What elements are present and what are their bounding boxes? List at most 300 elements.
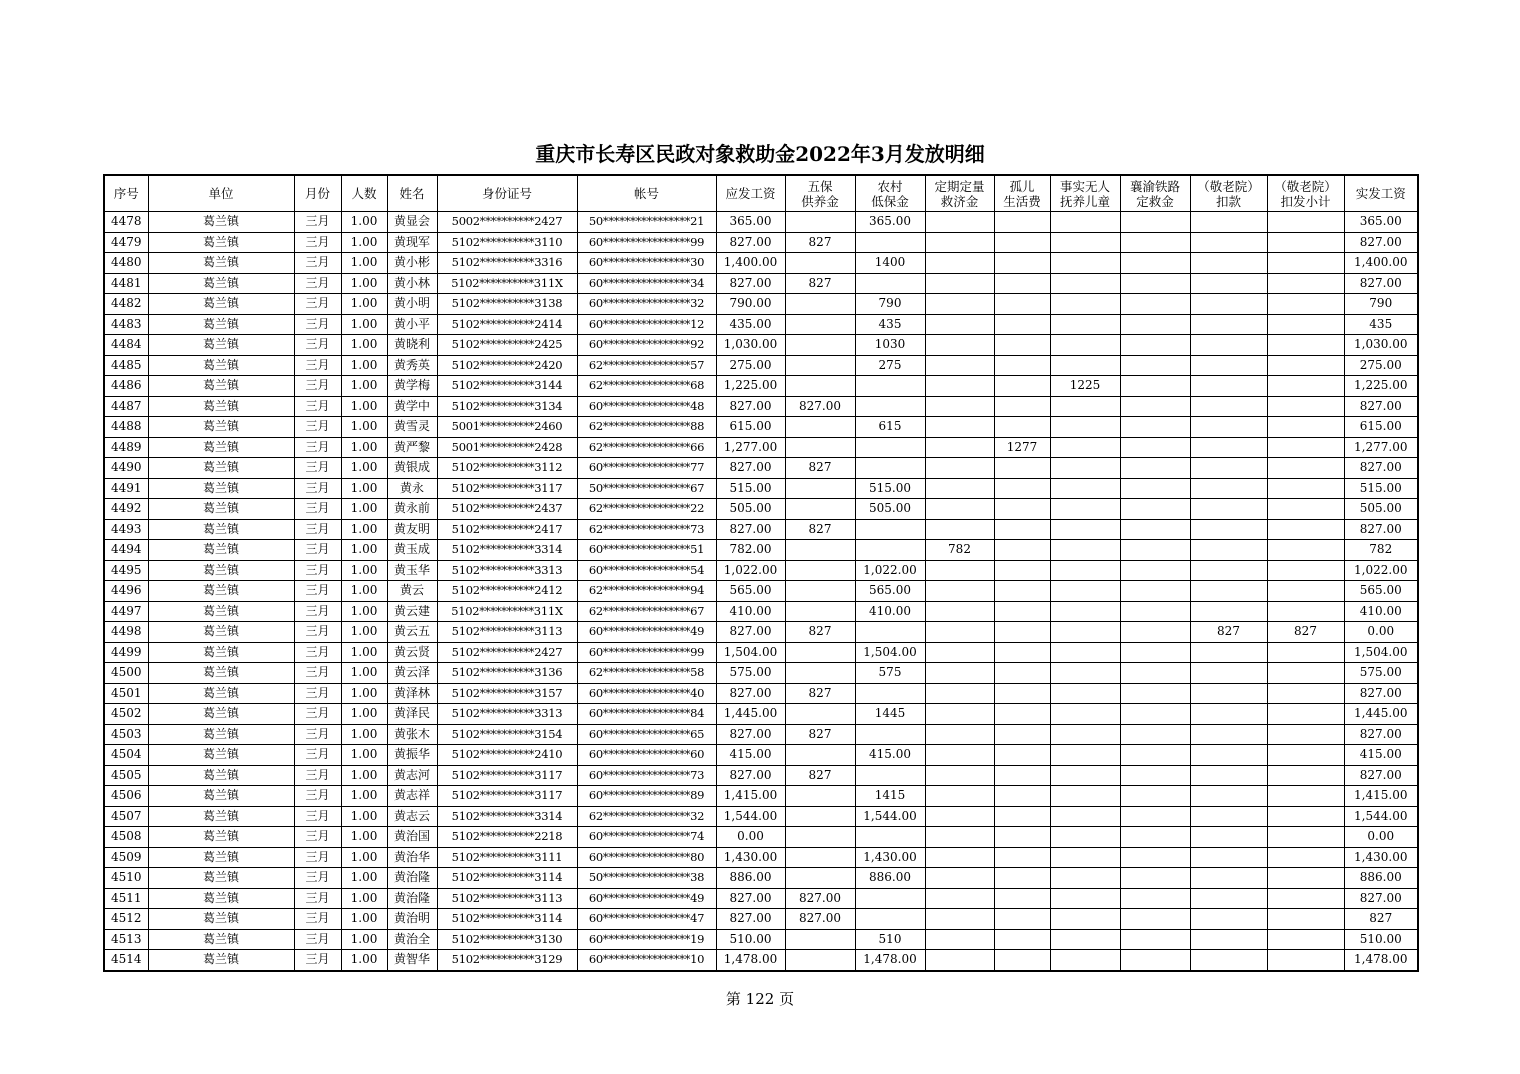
table-cell [1120,417,1190,438]
table-cell: 60****************49 [577,622,716,643]
table-cell [925,458,994,479]
table-cell [1190,355,1267,376]
table-cell: 4506 [104,786,148,807]
table-cell [1190,704,1267,725]
table-cell: 1.00 [341,376,387,397]
table-row [104,622,1418,643]
table-cell: 5102**********3313 [437,560,577,581]
column-header [148,175,294,212]
table-cell: 5002**********2427 [437,212,577,233]
table-cell: 60****************99 [577,232,716,253]
column-header-line1: 单位 [208,186,234,201]
table-cell [1267,417,1344,438]
table-cell: 黄泽民 [387,704,437,725]
table-cell: 886.00 [716,868,785,889]
table-cell: 黄学梅 [387,376,437,397]
table-cell [785,806,855,827]
table-cell [1190,786,1267,807]
table-cell: 365.00 [1344,212,1418,233]
table-cell: 1.00 [341,417,387,438]
table-cell [1050,253,1120,274]
table-cell: 1.00 [341,745,387,766]
table-cell: 50****************38 [577,868,716,889]
table-cell: 62****************66 [577,437,716,458]
table-cell [1267,806,1344,827]
table-cell: 三月 [294,601,341,622]
table-cell: 5102**********3114 [437,909,577,930]
table-cell [1120,253,1190,274]
table-cell: 827 [785,273,855,294]
table-cell [1190,458,1267,479]
table-cell: 5102**********311X [437,273,577,294]
column-header-line1: 身份证号 [481,186,532,201]
table-cell: 三月 [294,417,341,438]
table-cell [785,868,855,889]
table-row [104,294,1418,315]
table-cell: 葛兰镇 [148,519,294,540]
table-cell [785,642,855,663]
table-cell: 510 [855,929,925,950]
table-cell: 782 [1344,540,1418,561]
table-cell [925,663,994,684]
table-cell: 三月 [294,499,341,520]
table-cell: 葛兰镇 [148,663,294,684]
table-row [104,601,1418,622]
table-cell: 827.00 [716,622,785,643]
table-cell [1190,478,1267,499]
table-cell: 葛兰镇 [148,355,294,376]
table-cell: 黄永 [387,478,437,499]
table-cell: 827.00 [716,683,785,704]
table-cell [1120,519,1190,540]
table-cell [925,355,994,376]
table-cell: 827 [1344,909,1418,930]
table-cell: 5102**********2420 [437,355,577,376]
table-cell: 黄永前 [387,499,437,520]
table-cell [994,786,1050,807]
table-cell [1050,950,1120,971]
table-cell [1120,396,1190,417]
table-cell: 葛兰镇 [148,683,294,704]
table-cell: 435.00 [716,314,785,335]
table-cell [855,622,925,643]
table-cell: 60****************40 [577,683,716,704]
table-cell: 黄小平 [387,314,437,335]
table-cell [1120,683,1190,704]
table-cell [994,663,1050,684]
table-cell: 4495 [104,560,148,581]
table-cell [994,827,1050,848]
table-cell: 1415 [855,786,925,807]
table-cell: 5102**********311X [437,601,577,622]
table-cell: 葛兰镇 [148,478,294,499]
table-cell: 827.00 [716,396,785,417]
table-cell [1190,437,1267,458]
table-cell: 葛兰镇 [148,540,294,561]
table-cell: 60****************12 [577,314,716,335]
table-cell [1267,560,1344,581]
table-cell [994,335,1050,356]
table-cell [994,273,1050,294]
table-cell [994,294,1050,315]
table-cell: 1,400.00 [716,253,785,274]
table-cell: 4511 [104,888,148,909]
table-row [104,663,1418,684]
table-cell [1120,663,1190,684]
table-cell: 1.00 [341,355,387,376]
table-cell [925,601,994,622]
table-cell: 4509 [104,847,148,868]
column-header-line1: 姓名 [399,186,425,201]
table-cell [925,335,994,356]
table-cell: 827.00 [1344,683,1418,704]
table-cell [994,622,1050,643]
table-cell [1050,396,1120,417]
table-cell: 827.00 [716,765,785,786]
table-cell [925,212,994,233]
table-cell [1120,212,1190,233]
table-cell: 790 [855,294,925,315]
table-cell [1050,212,1120,233]
column-header-line2: 救济金 [940,193,979,209]
table-cell [925,929,994,950]
table-cell [1120,929,1190,950]
table-cell [1267,909,1344,930]
table-cell [1120,560,1190,581]
table-cell: 5102**********2414 [437,314,577,335]
table-cell [1120,786,1190,807]
table-cell: 4486 [104,376,148,397]
table-cell [1190,376,1267,397]
table-cell: 黄志云 [387,806,437,827]
table-cell [1267,847,1344,868]
table-cell: 410.00 [1344,601,1418,622]
table-cell [1120,437,1190,458]
table-cell: 60****************74 [577,827,716,848]
table-cell [1050,847,1120,868]
table-cell [994,540,1050,561]
table-cell: 1.00 [341,273,387,294]
table-cell: 4504 [104,745,148,766]
table-cell: 三月 [294,519,341,540]
table-cell [994,253,1050,274]
page-title: 重庆市长寿区民政对象救助金2022年3月发放明细 [535,142,985,166]
table-cell [855,437,925,458]
table-cell: 黄云建 [387,601,437,622]
table-row [104,540,1418,561]
table-cell: 三月 [294,458,341,479]
column-header-line1: 月份 [304,186,330,201]
table-cell: 黄治隆 [387,868,437,889]
table-cell: 三月 [294,806,341,827]
table-cell: 827.00 [716,458,785,479]
column-header [294,175,341,212]
table-cell: 葛兰镇 [148,704,294,725]
table-cell [1267,765,1344,786]
table-cell: 275 [855,355,925,376]
table-cell: 1.00 [341,888,387,909]
table-cell: 827.00 [1344,232,1418,253]
table-cell [1190,212,1267,233]
table-cell [1120,888,1190,909]
table-cell [925,786,994,807]
table-cell: 5102**********2437 [437,499,577,520]
table-cell [1120,458,1190,479]
table-cell [1267,499,1344,520]
table-cell: 60****************73 [577,765,716,786]
table-row [104,519,1418,540]
table-cell: 505.00 [855,499,925,520]
table-cell: 葛兰镇 [148,376,294,397]
table-cell: 黄智华 [387,950,437,971]
table-cell [785,786,855,807]
table-row [104,806,1418,827]
table-cell [1120,314,1190,335]
column-header-line1: 应发工资 [725,186,776,201]
table-cell: 827 [785,683,855,704]
table-cell [1267,212,1344,233]
column-header-line2: 扣发小计 [1280,193,1331,209]
table-cell: 三月 [294,683,341,704]
column-header-line1: 定期定量 [934,178,985,194]
table-cell [855,909,925,930]
table-cell [1050,601,1120,622]
table-cell [925,560,994,581]
table-row [104,929,1418,950]
table-cell: 827.00 [716,232,785,253]
table-cell: 62****************58 [577,663,716,684]
table-cell: 葛兰镇 [148,806,294,827]
table-cell [994,724,1050,745]
table-cell: 葛兰镇 [148,888,294,909]
table-cell: 5102**********3117 [437,765,577,786]
table-cell [1190,294,1267,315]
table-cell: 1225 [1050,376,1120,397]
table-cell [1190,929,1267,950]
table-cell [994,929,1050,950]
table-cell: 827 [785,232,855,253]
table-cell [785,704,855,725]
table-cell: 三月 [294,540,341,561]
table-cell: 1.00 [341,683,387,704]
table-cell [1190,519,1267,540]
table-cell [1050,765,1120,786]
table-cell: 1.00 [341,622,387,643]
table-cell: 三月 [294,950,341,971]
table-cell: 1.00 [341,724,387,745]
table-cell: 4510 [104,868,148,889]
table-cell: 三月 [294,724,341,745]
table-cell: 1,400.00 [1344,253,1418,274]
table-cell: 5102**********3316 [437,253,577,274]
table-cell [1050,458,1120,479]
table-cell: 黄小明 [387,294,437,315]
table-cell: 1.00 [341,478,387,499]
table-cell [994,847,1050,868]
table-cell [925,745,994,766]
table-cell [785,950,855,971]
table-cell: 葛兰镇 [148,417,294,438]
table-cell [994,478,1050,499]
table-cell [1190,499,1267,520]
table-cell: 4488 [104,417,148,438]
table-cell: 三月 [294,622,341,643]
table-cell [994,868,1050,889]
column-header-line1: （敬老院） [1197,178,1260,194]
table-cell [785,437,855,458]
column-header-line1: 实发工资 [1355,186,1406,201]
table-cell: 三月 [294,437,341,458]
table-cell: 4500 [104,663,148,684]
table-cell: 0.00 [1344,622,1418,643]
table-cell: 1.00 [341,253,387,274]
table-cell: 葛兰镇 [148,847,294,868]
table-cell [855,232,925,253]
table-cell [1050,929,1120,950]
table-cell [1050,786,1120,807]
table-cell [1120,827,1190,848]
table-cell: 5102**********3117 [437,786,577,807]
table-cell: 62****************73 [577,519,716,540]
table-cell: 1.00 [341,663,387,684]
table-cell [1267,724,1344,745]
table-cell [994,888,1050,909]
table-cell: 827.00 [785,909,855,930]
table-cell [1267,683,1344,704]
table-cell [855,540,925,561]
table-row [104,888,1418,909]
table-row [104,847,1418,868]
column-header-line1: 孤儿 [1009,178,1035,194]
table-cell: 5102**********3112 [437,458,577,479]
table-cell [994,458,1050,479]
table-cell [1267,581,1344,602]
table-cell [925,827,994,848]
table-cell: 5102**********3136 [437,663,577,684]
table-cell: 1,478.00 [855,950,925,971]
table-cell: 1,544.00 [1344,806,1418,827]
table-row [104,253,1418,274]
table-cell: 515.00 [716,478,785,499]
table-row [104,212,1418,233]
table-cell: 4514 [104,950,148,971]
table-cell [1190,314,1267,335]
table-cell: 三月 [294,581,341,602]
table-cell [1190,745,1267,766]
column-header [1120,175,1190,212]
table-cell: 5102**********3129 [437,950,577,971]
table-cell: 510.00 [1344,929,1418,950]
table-cell: 1,445.00 [1344,704,1418,725]
table-cell: 365.00 [716,212,785,233]
table-cell: 886.00 [1344,868,1418,889]
table-cell [925,519,994,540]
table-cell: 葛兰镇 [148,294,294,315]
table-cell: 60****************19 [577,929,716,950]
table-cell: 三月 [294,745,341,766]
table-cell: 4501 [104,683,148,704]
table-cell [1050,478,1120,499]
table-cell [994,376,1050,397]
table-cell [994,519,1050,540]
table-row [104,396,1418,417]
table-row [104,642,1418,663]
table-cell [994,642,1050,663]
table-cell: 4480 [104,253,148,274]
table-cell [994,212,1050,233]
column-header [341,175,387,212]
table-cell [1267,663,1344,684]
table-cell: 827.00 [1344,888,1418,909]
table-cell [994,232,1050,253]
table-cell: 1,478.00 [716,950,785,971]
table-cell: 1.00 [341,581,387,602]
page-number: 第 122 页 [725,990,795,1008]
column-header-line2: 生活费 [1003,193,1041,209]
table-cell: 葛兰镇 [148,560,294,581]
table-cell: 790.00 [716,294,785,315]
table-cell: 三月 [294,909,341,930]
table-cell [1050,683,1120,704]
table-cell: 黄云贤 [387,642,437,663]
table-cell [1050,335,1120,356]
table-cell [1190,765,1267,786]
table-cell [925,396,994,417]
table-cell [925,314,994,335]
table-cell: 1,544.00 [855,806,925,827]
table-cell: 三月 [294,232,341,253]
table-cell [785,376,855,397]
table-cell [855,888,925,909]
table-cell: 三月 [294,704,341,725]
table-cell: 黄友明 [387,519,437,540]
table-cell: 葛兰镇 [148,437,294,458]
table-cell [785,601,855,622]
table-cell [994,601,1050,622]
table-cell [1050,314,1120,335]
table-cell: 葛兰镇 [148,786,294,807]
table-cell [925,417,994,438]
table-cell: 1.00 [341,335,387,356]
table-cell: 三月 [294,560,341,581]
table-cell: 1,430.00 [855,847,925,868]
table-cell [1120,601,1190,622]
table-cell: 4502 [104,704,148,725]
table-cell: 黄学中 [387,396,437,417]
table-cell [855,519,925,540]
table-cell: 1.00 [341,396,387,417]
table-cell [1190,642,1267,663]
table-cell: 葛兰镇 [148,396,294,417]
table-cell: 790 [1344,294,1418,315]
table-row [104,745,1418,766]
table-cell [994,355,1050,376]
table-cell: 1,277.00 [716,437,785,458]
table-cell [1267,745,1344,766]
table-cell: 葛兰镇 [148,868,294,889]
table-cell [925,724,994,745]
table-cell: 60****************77 [577,458,716,479]
table-cell [1050,724,1120,745]
table-cell [1267,929,1344,950]
table-cell [785,847,855,868]
table-cell: 1,225.00 [1344,376,1418,397]
table-cell [1120,642,1190,663]
table-cell: 葛兰镇 [148,929,294,950]
table-cell: 565.00 [855,581,925,602]
table-cell [925,950,994,971]
column-header-line1: 事实无人 [1059,178,1110,194]
